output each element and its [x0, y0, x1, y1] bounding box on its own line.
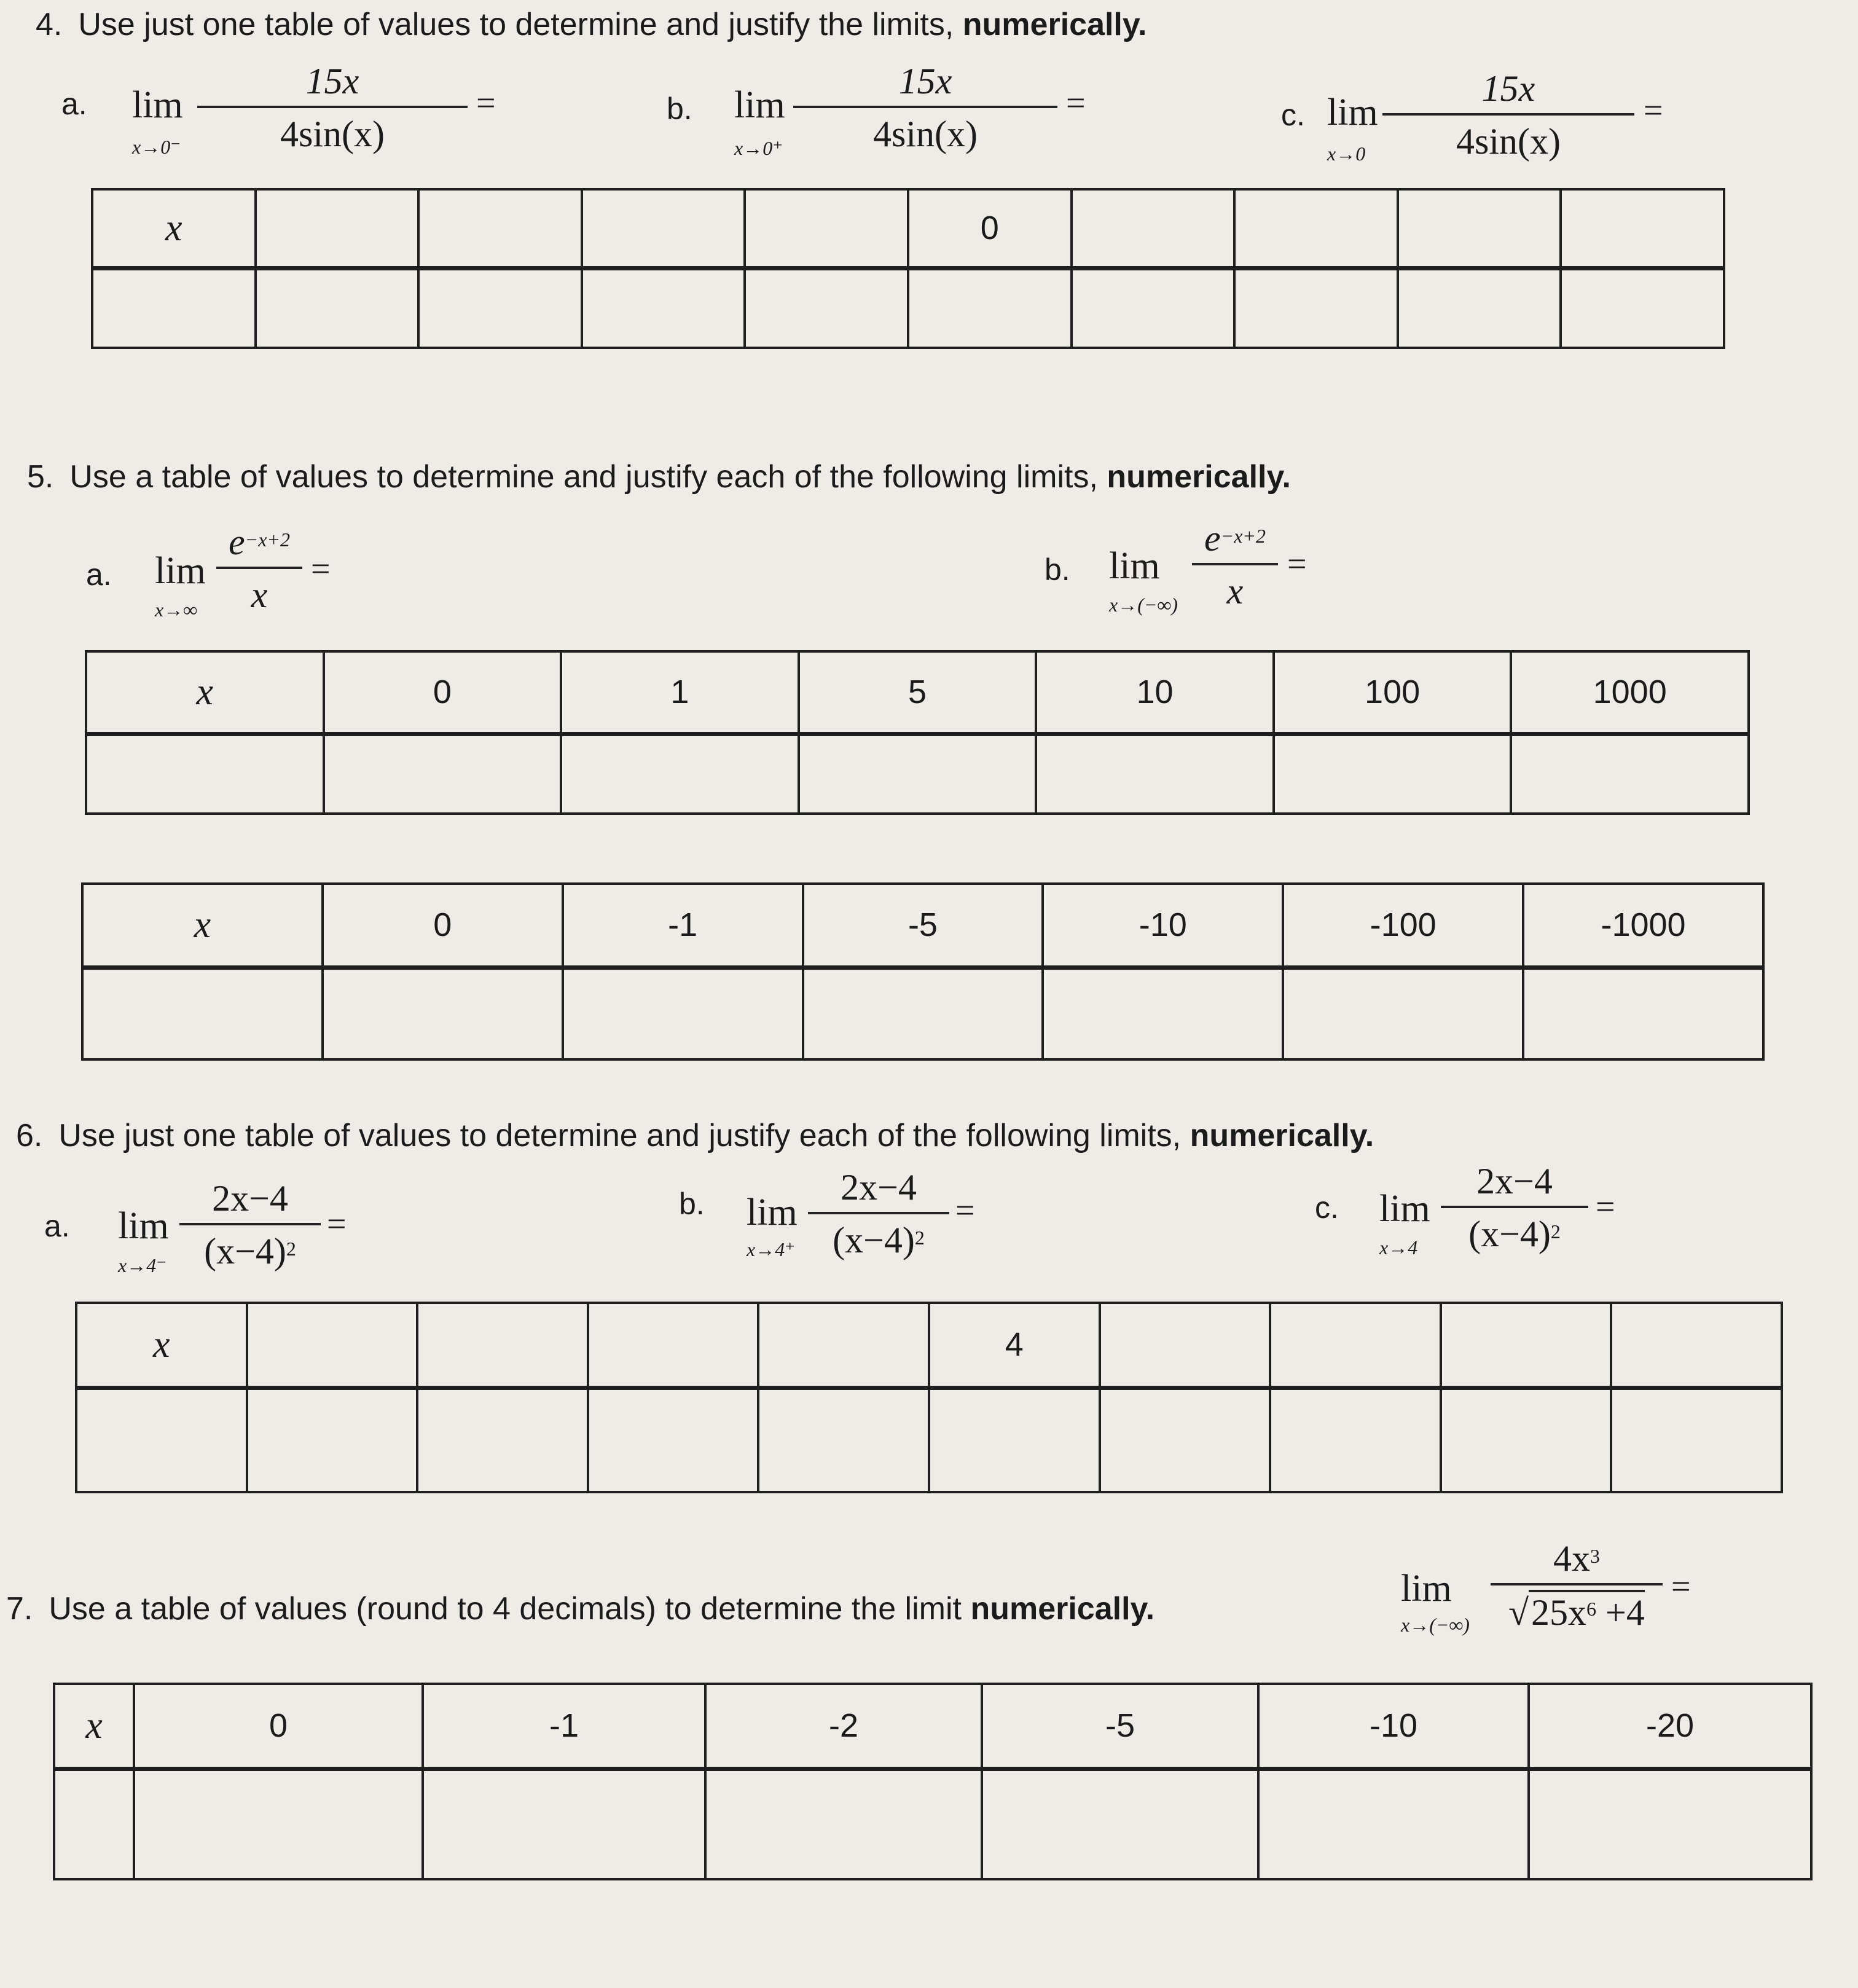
- q6-table-value-cell[interactable]: [1611, 1388, 1782, 1492]
- q7-table-header-cell: -5: [982, 1684, 1258, 1769]
- q5-table1-value-cell[interactable]: [1036, 734, 1274, 814]
- q4-text: Use just one table of values to determine and justify the limits,: [78, 7, 954, 42]
- q5-table1-header-cell: 10: [1036, 651, 1274, 734]
- q6-table-value-cell[interactable]: [247, 1388, 418, 1492]
- q6b-den-exp: 2: [914, 1227, 925, 1249]
- q4b-label: b.: [667, 92, 692, 126]
- q7-lim: lim: [1401, 1568, 1452, 1609]
- q7-den-base: 25x: [1531, 1592, 1587, 1633]
- q6-table-value-cell[interactable]: [76, 1388, 247, 1492]
- q5-table1-header-cell: 0: [324, 651, 562, 734]
- q5-table1-value-cell[interactable]: [324, 734, 562, 814]
- q4a-numerator: 15x: [305, 61, 359, 101]
- q5-table1-value-cell[interactable]: [86, 734, 324, 814]
- q6c-den-exp: 2: [1550, 1220, 1561, 1243]
- q5-table2-header-cell: -5: [803, 884, 1043, 967]
- q5-table2-value-cell[interactable]: [323, 967, 563, 1059]
- q6-table-header-cell[interactable]: [758, 1303, 929, 1388]
- q5-table1-value-cell[interactable]: [561, 734, 799, 814]
- q4-table-header-cell[interactable]: [745, 189, 908, 268]
- q4-table: [91, 188, 1725, 349]
- q4-table-header-cell[interactable]: [256, 189, 419, 268]
- q7-number: 7.: [6, 1591, 33, 1627]
- q5-table2-value-cell[interactable]: [803, 967, 1043, 1059]
- q5b-equals: =: [1287, 545, 1307, 583]
- q7-table-header-cell: -2: [705, 1684, 982, 1769]
- q7-instruction: [6, 1590, 1154, 1627]
- q6c-lim: lim: [1379, 1188, 1430, 1230]
- q5-table1-header-cell: 1: [561, 651, 799, 734]
- q6-table-value-cell[interactable]: [929, 1388, 1100, 1492]
- q6-text: Use just one table of values to determine and justify each of the following limits,: [58, 1118, 1182, 1153]
- q4b-sub: x→0⁺: [734, 137, 783, 159]
- q6-table-header-cell[interactable]: [1100, 1303, 1271, 1388]
- q6a-equals: =: [327, 1205, 347, 1243]
- q7-text: Use a table of values (round to 4 decimals) to determine the limit: [49, 1591, 962, 1627]
- q6a-sub: x→4⁻: [118, 1254, 167, 1276]
- q7-table: [53, 1683, 1813, 1880]
- q4-table-value-cell[interactable]: [582, 268, 745, 348]
- q4-table-value-cell[interactable]: [1398, 268, 1561, 348]
- q6-table-header-cell[interactable]: [417, 1303, 588, 1388]
- q6-number: 6.: [16, 1118, 43, 1153]
- q5-table2-value-cell[interactable]: [1043, 967, 1283, 1059]
- q7-bold: numerically.: [970, 1591, 1155, 1627]
- q4a-denominator: 4sin(x): [280, 114, 385, 154]
- q6b-equals: =: [955, 1192, 975, 1230]
- q4a-label: a.: [61, 87, 87, 121]
- q5a-denominator: x: [251, 575, 268, 615]
- q7-table-value-cell[interactable]: [54, 1769, 134, 1879]
- q6b-lim: lim: [747, 1192, 798, 1233]
- q7-table-header-cell: 0: [134, 1684, 423, 1769]
- q4c-lim: lim: [1327, 92, 1378, 133]
- q6c-equals: =: [1596, 1188, 1615, 1226]
- q5-bold: numerically.: [1107, 459, 1291, 495]
- q6-instruction: [16, 1117, 1374, 1154]
- q7-table-value-cell[interactable]: [982, 1769, 1258, 1879]
- q7-table-header-x: x: [54, 1684, 134, 1769]
- q6-table-header-cell[interactable]: [1441, 1303, 1612, 1388]
- q4b-numerator: 15x: [898, 61, 952, 101]
- q4-table-header-cell[interactable]: [1398, 189, 1561, 268]
- q6a-lim: lim: [118, 1205, 169, 1247]
- q5b-denominator: x: [1226, 571, 1244, 611]
- q6b-numerator: 2x−4: [841, 1167, 917, 1208]
- q5a-label: a.: [86, 557, 112, 592]
- q4-table-value-cell[interactable]: [256, 268, 419, 348]
- q4-table-header-cell[interactable]: [1561, 189, 1724, 268]
- q5-text: Use a table of values to determine and justify each of the following limits,: [69, 459, 1098, 495]
- q4-instruction: [36, 6, 1147, 43]
- q7-num-base: 4x: [1553, 1538, 1590, 1579]
- q5-table1-header-cell: 5: [799, 651, 1037, 734]
- q6a-den-exp: 2: [286, 1238, 296, 1260]
- q5-table1-header-cell: 100: [1274, 651, 1511, 734]
- q7-table-value-cell[interactable]: [423, 1769, 705, 1879]
- q7-den-exp: 6: [1586, 1598, 1597, 1620]
- q4c-sub: x→0: [1327, 143, 1366, 165]
- q4-table-value-cell[interactable]: [745, 268, 908, 348]
- q6c-sub: x→4: [1379, 1236, 1418, 1259]
- q5-table2-value-cell[interactable]: [1283, 967, 1523, 1059]
- q5-table1-value-cell[interactable]: [799, 734, 1037, 814]
- q6-table-value-cell[interactable]: [1100, 1388, 1271, 1492]
- q4a-equals: =: [476, 84, 496, 122]
- q5a-num-base: e: [228, 522, 245, 562]
- q7-table-header-cell: -1: [423, 1684, 705, 1769]
- q6-table-header-cell[interactable]: [1270, 1303, 1441, 1388]
- q6b-label: b.: [679, 1187, 705, 1221]
- q6a-den-base: (x−4): [204, 1231, 286, 1271]
- q5b-num-exp: −x+2: [1220, 525, 1266, 547]
- q5-table1-header-x: x: [86, 651, 324, 734]
- q4-table-header-cell[interactable]: [1072, 189, 1235, 268]
- q4-bold: numerically.: [962, 7, 1147, 42]
- q4-table-value-cell[interactable]: [1561, 268, 1724, 348]
- q5-table2-header-cell: 0: [323, 884, 563, 967]
- q5a-equals: =: [311, 550, 331, 588]
- q5-table2-header-cell: -1000: [1523, 884, 1763, 967]
- q6b-sub: x→4⁺: [747, 1238, 796, 1260]
- q5-table2-header-cell: -10: [1043, 884, 1283, 967]
- q7-equals: =: [1671, 1568, 1691, 1606]
- q6-table-header-x: x: [76, 1303, 247, 1388]
- q5-table2-value-cell[interactable]: [82, 967, 323, 1059]
- q4-table-value-cell[interactable]: [1234, 268, 1398, 348]
- q5b-lim: lim: [1109, 545, 1160, 587]
- q4-table-value-cell[interactable]: [1072, 268, 1235, 348]
- q4-table-header-cell: 0: [908, 189, 1072, 268]
- q6-table-value-cell[interactable]: [588, 1388, 759, 1492]
- q7-table-value-cell[interactable]: [705, 1769, 982, 1879]
- q4b-denominator: 4sin(x): [873, 114, 978, 154]
- q7-table-value-cell[interactable]: [134, 1769, 423, 1879]
- q4-table-header-cell[interactable]: [1234, 189, 1398, 268]
- q4-number: 4.: [36, 7, 63, 42]
- q6a-numerator: 2x−4: [212, 1178, 288, 1219]
- q6-table: [75, 1302, 1783, 1493]
- q4c-numerator: 15x: [1481, 68, 1535, 109]
- q6a-label: a.: [44, 1209, 70, 1243]
- q5-instruction: [27, 458, 1291, 495]
- q6-table-value-cell[interactable]: [1270, 1388, 1441, 1492]
- q4-table-value-cell[interactable]: [908, 268, 1072, 348]
- q6-table-header-cell[interactable]: [247, 1303, 418, 1388]
- q5-table-negative: [81, 882, 1765, 1061]
- q4-table-header-cell[interactable]: [418, 189, 582, 268]
- q6-table-value-cell[interactable]: [417, 1388, 588, 1492]
- q6c-label: c.: [1315, 1190, 1339, 1225]
- q4-table-value-cell[interactable]: [418, 268, 582, 348]
- q6-table-header-cell: 4: [929, 1303, 1100, 1388]
- q4-table-value-cell[interactable]: [92, 268, 256, 348]
- q5-table1-value-cell[interactable]: [1511, 734, 1749, 814]
- q4c-label: c.: [1281, 98, 1305, 132]
- q4b-lim: lim: [734, 84, 785, 126]
- q5b-num-base: e: [1204, 518, 1221, 559]
- q5a-num-exp: −x+2: [245, 528, 291, 551]
- q6b-den-base: (x−4): [833, 1220, 915, 1260]
- q4a-sub: x→0⁻: [132, 136, 181, 158]
- q5-table1-header-cell: 1000: [1511, 651, 1749, 734]
- q5-table2-value-cell[interactable]: [1523, 967, 1763, 1059]
- q6-bold: numerically.: [1190, 1118, 1374, 1153]
- q5-table2-value-cell[interactable]: [563, 967, 803, 1059]
- q5-table-positive: [85, 650, 1750, 815]
- q5a-sub: x→∞: [155, 599, 198, 621]
- q5-table2-header-x: x: [82, 884, 323, 967]
- q4c-denominator: 4sin(x): [1456, 121, 1561, 162]
- q6-table-header-cell[interactable]: [1611, 1303, 1782, 1388]
- q5b-label: b.: [1045, 552, 1070, 587]
- q4c-equals: =: [1644, 92, 1663, 130]
- q7-num-exp: 3: [1590, 1545, 1600, 1567]
- q7-sub: x→(−∞): [1401, 1614, 1470, 1636]
- q5-table2-header-cell: -100: [1283, 884, 1523, 967]
- q6c-numerator: 2x−4: [1476, 1161, 1553, 1201]
- q6-table-value-cell[interactable]: [758, 1388, 929, 1492]
- q7-table-header-cell: -10: [1258, 1684, 1529, 1769]
- q7-table-header-cell: -20: [1529, 1684, 1811, 1769]
- q5-table1-value-cell[interactable]: [1274, 734, 1511, 814]
- q5-table2-header-cell: -1: [563, 884, 803, 967]
- q4b-equals: =: [1066, 84, 1086, 122]
- q4-table-header-cell[interactable]: [582, 189, 745, 268]
- q5a-lim: lim: [155, 550, 206, 592]
- q7-den-tail: +4: [1596, 1592, 1645, 1633]
- q7-table-value-cell[interactable]: [1529, 1769, 1811, 1879]
- q6-table-header-cell[interactable]: [588, 1303, 759, 1388]
- q5-number: 5.: [27, 459, 54, 495]
- q4a-lim: lim: [132, 84, 183, 126]
- q6-table-value-cell[interactable]: [1441, 1388, 1612, 1492]
- q6c-den-base: (x−4): [1468, 1214, 1551, 1254]
- q4-table-header-x: x: [92, 189, 256, 268]
- q5b-sub: x→(−∞): [1109, 594, 1178, 616]
- q7-table-value-cell[interactable]: [1258, 1769, 1529, 1879]
